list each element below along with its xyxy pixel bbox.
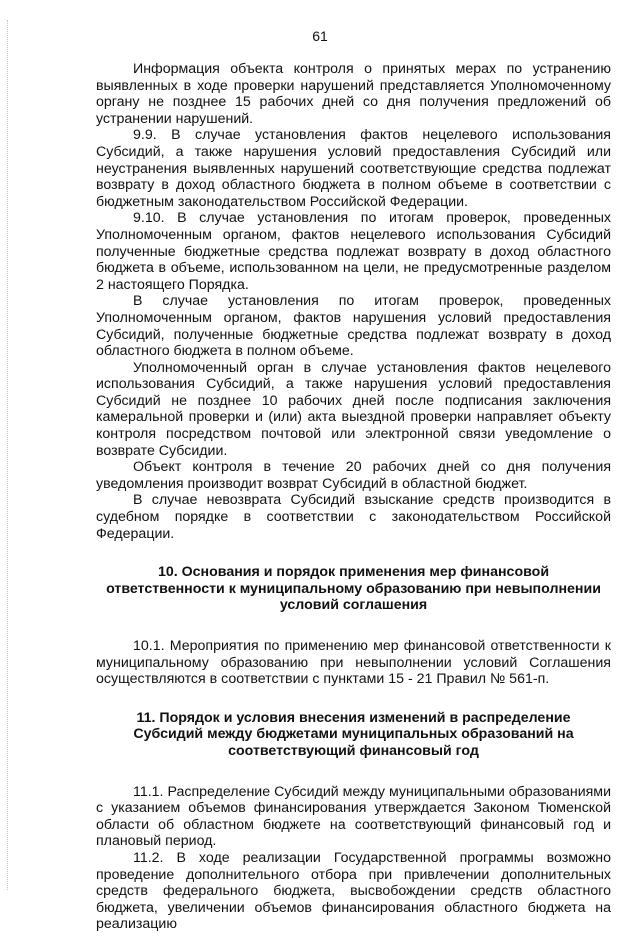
spacer <box>96 688 611 710</box>
paragraph-9-9: 9.9. В случае установления фактов нецелевого использования Субсидий, а также нарушения условий предоставления Субсидий или неустранения выявленных нарушений соответствующие средства подлежат возврату в доход областного бюджета в полном объеме в соответствии с бюджетным законодательством Российской Федерации. <box>96 127 611 210</box>
paragraph-court-recovery: В случае невозврата Субсидий взыскание средств производится в судебном порядке в соответствии с законодательством Российской Федерации. <box>96 492 611 542</box>
paragraph-11-2: 11.2. В ходе реализации Государственной программы возможно проведение дополнительного отбора при привлечении дополнительных средств федерального бюджета, высвобождении средств областного бюджета, увеличении объемов финансирования областного бюджета на реализацию <box>96 849 611 933</box>
spacer <box>96 614 611 638</box>
section-10-heading: 10. Основания и порядок применения мер финансовой ответственности к муниципальному образованию при невыполнении условий соглашения <box>106 564 601 614</box>
spacer <box>96 542 611 564</box>
paragraph-violation-return: В случае установления по итогам проверок, проведенных Уполномоченным органом, фактов нарушения условий предоставления Субсидий, полученные бюджетные средства подлежат возврату в доход областного бюджета в полном объеме. <box>96 293 611 360</box>
paragraph-return-term: Объект контроля в течение 20 рабочих дней со дня получения уведомления производит возврат Субсидий в областной бюджет. <box>96 459 611 492</box>
section-11-heading: 11. Порядок и условия внесения изменений в распределение Субсидий между бюджетами муниципальных образований на соответствующий финансовый год <box>133 709 574 759</box>
paragraph-10-1: 10.1. Мероприятия по применению мер финансовой ответственности к муниципальному образованию при невыполнении условий Соглашения осуществляются в соответствии с пунктами 15 - 21 Правил № 561-п. <box>96 638 611 688</box>
spacer <box>96 760 611 784</box>
paragraph-11-1: 11.1. Распределение Субсидий между муниципальными образованиями с указанием объемов финансирования утверждается Законом Тюменской области об областном бюджете на соответствующий финансовый год и плановый период. <box>96 783 611 850</box>
paragraph-9-10: 9.10. В случае установления по итогам проверок, проведенных Уполномоченным органом, фактов нецелевого использования Субсидий полученные бюджетные средства подлежат возврату в доход областного бюджета в объеме, использованном на цели, не предусмотренные разделом 2 настоящего Порядка. <box>96 210 611 293</box>
margin-dotted-line <box>7 20 8 890</box>
paragraph-report-info: Информация объекта контроля о принятых мерах по устранению выявленных в ходе проверки нарушений представляется Уполномоченному органу не позднее 15 рабочих дней со дня получения предложений об устранении нарушений. <box>96 61 611 127</box>
page-number: 61 <box>312 28 328 44</box>
document-body <box>96 61 611 933</box>
paragraph-notification: Уполномоченный орган в случае установления фактов нецелевого использования Субсидий, а также нарушения условий предоставления Субсидий не позднее 10 рабочих дней после подписания заключения камеральной проверки и (или) акта выездной проверки направляет объекту контроля посредством почтовой или электронной связи уведомление о возврате Субсидии. <box>96 359 611 459</box>
